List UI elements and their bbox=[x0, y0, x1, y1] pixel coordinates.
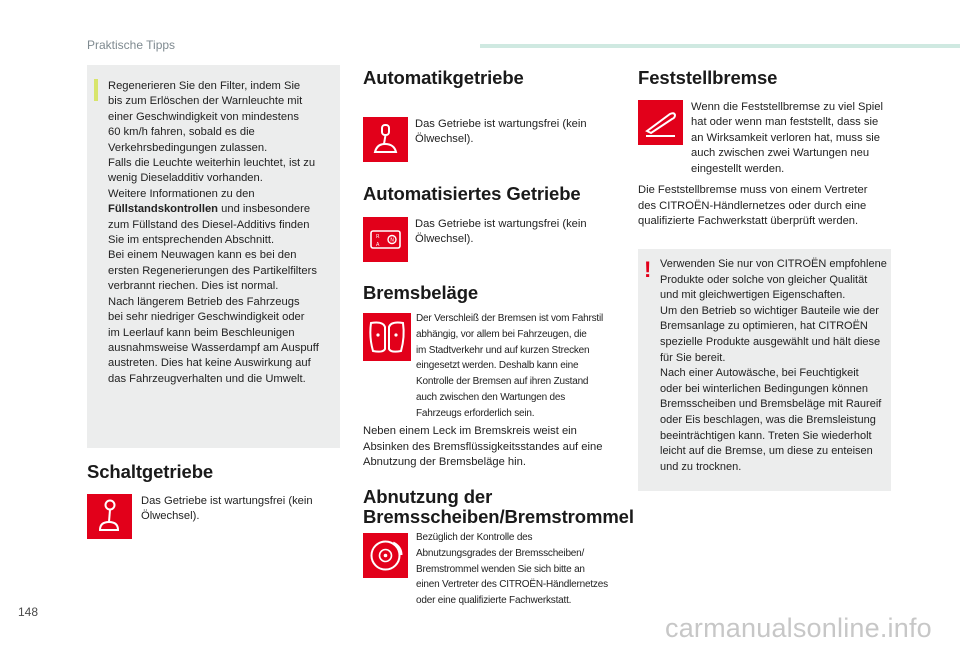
text-line: im Stadtverkehr und auf kurzen Strecken bbox=[416, 344, 590, 356]
info-line: einer Geschwindigkeit von mindestens bbox=[108, 110, 299, 123]
warning-line: und mit gleichwertigen Eigenschaften. bbox=[660, 289, 846, 302]
text-line: eingestellt werden. bbox=[691, 162, 785, 175]
warning-line: und zu trocknen. bbox=[660, 460, 742, 473]
svg-text:A: A bbox=[376, 242, 380, 248]
section-title-automatikgetriebe: Automatikgetriebe bbox=[363, 67, 524, 88]
text-line: Bezüglich der Kontrolle des bbox=[416, 532, 533, 543]
text-line: des CITROËN-Händlernetzes oder durch eine bbox=[638, 199, 867, 212]
text-line: eingesetzt werden. Deshalb kann eine bbox=[416, 360, 579, 372]
text-line: Kontrolle der Bremsen auf ihren Zustand bbox=[416, 376, 589, 388]
bremsbelaege-followup-text bbox=[363, 424, 623, 471]
info-box-text bbox=[108, 79, 334, 387]
warning-line: Bremsscheiben und Bremsbeläge mit Raureif bbox=[660, 398, 882, 411]
info-line: Regenerieren Sie den Filter, indem Sie bbox=[108, 80, 301, 92]
parking-brake-icon bbox=[638, 100, 683, 145]
svg-text:R: R bbox=[376, 234, 380, 240]
info-line: bei sehr niedriger Geschwindigkeit oder bbox=[108, 311, 305, 324]
text-line: hat oder wenn man feststellt, dass sie bbox=[691, 116, 879, 129]
text-line: abhängig, vor allem bei Fahrzeugen, die bbox=[416, 328, 587, 340]
info-bar-icon bbox=[94, 79, 98, 101]
warning-line: für Sie bereit. bbox=[660, 351, 726, 364]
chapter-accent-bar bbox=[480, 44, 960, 48]
text-line: einen Vertreter des CITROËN-Händlernetzes bbox=[416, 579, 608, 591]
automatisiertes-getriebe-text bbox=[415, 217, 625, 248]
gear-lever-icon bbox=[87, 494, 132, 539]
section-title-schaltgetriebe: Schaltgetriebe bbox=[87, 461, 214, 482]
warning-line: oder Eis beschlagen, was die Bremsleistung bbox=[660, 413, 876, 426]
page-number: 148 bbox=[18, 605, 39, 619]
text-line: Abnutzung der Bremsbeläge hin. bbox=[363, 456, 526, 469]
warning-line: spezielle Produkte ausgewählt und hält diese bbox=[660, 335, 881, 348]
info-line: Nach längerem Betrieb des Fahrzeugs bbox=[108, 295, 300, 308]
feststellbremse-followup-text bbox=[638, 183, 898, 230]
warning-line: beeinträchtigen kann. Treten Sie wiederholt bbox=[660, 429, 872, 442]
svg-text:N: N bbox=[390, 237, 395, 244]
text-line: Bremstrommel wenden Sie sich bitte an bbox=[416, 563, 585, 575]
warning-line: Nach einer Autowäsche, bei Feuchtigkeit bbox=[660, 367, 859, 380]
title-line: Bremsscheiben/Bremstrommel bbox=[363, 506, 634, 527]
warning-icon: ! bbox=[644, 257, 652, 282]
watermark: carmanualsonline.info bbox=[665, 613, 932, 643]
info-line-bold bbox=[108, 202, 334, 217]
title-line: Abnutzung der bbox=[363, 486, 493, 507]
info-line: Falls die Leuchte weiterhin leuchtet, ist zu bbox=[108, 157, 316, 170]
info-line: Verkehrsbedingungen zulassen. bbox=[108, 141, 268, 154]
brake-pads-icon bbox=[363, 313, 411, 361]
bremsbelaege-text bbox=[416, 311, 631, 422]
info-line: im Leerlauf kann beim Beschleunigen bbox=[108, 326, 295, 339]
section-title-bremsbelaege: Bremsbeläge bbox=[363, 282, 479, 303]
info-line: ausnahmsweise Wasserdampf am Auspuff bbox=[108, 341, 319, 354]
warning-line: Bremsanlage zu optimieren, hat CITROËN bbox=[660, 320, 868, 333]
info-line: wenig Dieseladditiv vorhanden. bbox=[108, 172, 263, 185]
section-title-abnutzung bbox=[363, 487, 634, 527]
text-line: Das Getriebe ist wartungsfrei (kein bbox=[141, 495, 313, 507]
warning-line: oder bei winterlichen Bedingungen können bbox=[660, 382, 868, 395]
gear-selector-icon bbox=[363, 217, 408, 262]
text-line: qualifizierte Fachwerkstatt überprüft werden. bbox=[638, 215, 859, 228]
feststellbremse-text bbox=[691, 100, 901, 177]
text-line: Ölwechsel). bbox=[141, 510, 200, 523]
chapter-title: Praktische Tipps bbox=[87, 38, 176, 52]
warning-text bbox=[660, 257, 888, 475]
text-line: Ölwechsel). bbox=[415, 133, 474, 146]
bold-term: Füllstandskontrollen bbox=[108, 203, 219, 216]
text-line: Das Getriebe ist wartungsfrei (kein bbox=[415, 118, 587, 130]
text-line: Absinken des Bremsflüssigkeitsstandes auf eine bbox=[363, 440, 603, 453]
text-line: oder eine qualifizierte Fachwerkstatt. bbox=[416, 595, 572, 607]
schaltgetriebe-text bbox=[141, 494, 341, 525]
text-line: an Wirksamkeit verloren hat, muss sie bbox=[691, 131, 881, 144]
info-line: Weitere Informationen zu den bbox=[108, 187, 255, 200]
text-line: auch zwischen den Wartungen des bbox=[416, 391, 566, 403]
brake-disc-icon bbox=[363, 533, 408, 578]
text-line: Abnutzungsgrades der Bremsscheiben/ bbox=[416, 547, 585, 559]
info-line: Sie im entsprechenden Abschnitt. bbox=[108, 234, 275, 247]
automatic-lever-icon bbox=[363, 117, 408, 162]
info-line: 60 km/h fahren, sobald es die bbox=[108, 126, 255, 139]
text-line: Wenn die Feststellbremse zu viel Spiel bbox=[691, 101, 883, 113]
text-line: Neben einem Leck im Bremskreis weist ein bbox=[363, 425, 577, 437]
section-title-automatisiertes-getriebe: Automatisiertes Getriebe bbox=[363, 183, 581, 204]
info-line: verbrannt riechen. Dies ist normal. bbox=[108, 280, 279, 293]
text-line: Die Feststellbremse muss von einem Vertreter bbox=[638, 184, 868, 196]
info-box-filter bbox=[87, 65, 340, 448]
text-line: Fahrzeugs erforderlich sein. bbox=[416, 407, 535, 419]
info-line-rest: und insbesondere bbox=[218, 203, 311, 216]
info-line: zum Füllstand des Diesel-Additivs finden bbox=[108, 218, 310, 231]
info-line: Bei einem Neuwagen kann es bei den bbox=[108, 249, 297, 262]
info-line: bis zum Erlöschen der Warnleuchte mit bbox=[108, 95, 303, 108]
text-line: auch zwischen zwei Wartungen neu bbox=[691, 147, 870, 160]
info-line: ersten Regenerierungen des Partikelfilters bbox=[108, 264, 317, 277]
section-title-feststellbremse: Feststellbremse bbox=[638, 67, 778, 88]
warning-box bbox=[638, 249, 891, 491]
text-line: Der Verschleiß der Bremsen ist vom Fahrstil bbox=[416, 313, 604, 324]
warning-line: Um den Betrieb so wichtiger Bauteile wie der bbox=[660, 304, 879, 317]
text-line: Ölwechsel). bbox=[415, 233, 474, 246]
info-line: das Fahrzeugverhalten und die Umwelt. bbox=[108, 372, 306, 385]
text-line: Das Getriebe ist wartungsfrei (kein bbox=[415, 218, 587, 230]
abnutzung-text bbox=[416, 530, 631, 609]
info-line: austreten. Dies hat keine Auswirkung auf bbox=[108, 357, 311, 370]
warning-line: leicht auf die Bremse, um diese zu enteisen bbox=[660, 445, 873, 458]
warning-line: Verwenden Sie nur von CITROËN empfohlene bbox=[660, 258, 887, 270]
automatikgetriebe-text bbox=[415, 117, 625, 148]
warning-line: Produkte oder solche von gleicher Qualität bbox=[660, 273, 868, 286]
